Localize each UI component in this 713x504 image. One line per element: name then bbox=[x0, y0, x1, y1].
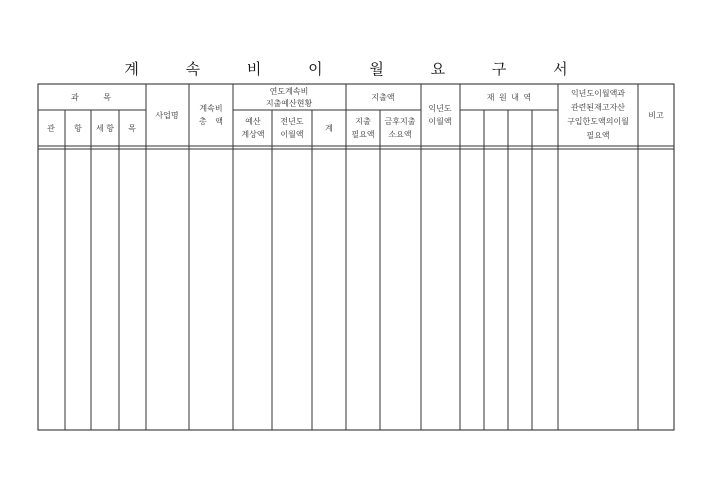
header-expense-future-line2: 소요액 bbox=[388, 130, 412, 139]
header-mok: 목 bbox=[128, 124, 136, 133]
header-expense-required-line1: 지출 bbox=[355, 117, 371, 126]
header-budget-group-line1: 연도계속비 bbox=[269, 87, 309, 96]
header-funding: 재 원 내 역 bbox=[486, 93, 532, 102]
header-total-line2: 총 액 bbox=[199, 117, 223, 126]
header-business-name: 사업명 bbox=[155, 111, 179, 120]
header-expense-required-line2: 필요액 bbox=[351, 130, 375, 139]
header-gwan: 관 bbox=[47, 124, 55, 133]
header-budget-plan-line2: 계상액 bbox=[241, 130, 265, 139]
header-prior-carry-line1: 전년도 bbox=[280, 117, 304, 126]
header-next-need-line1: 익년도이월액과 bbox=[570, 89, 626, 98]
header-next-need-line2: 관련된재고자산 bbox=[570, 103, 626, 112]
header-hang: 항 bbox=[74, 124, 82, 133]
header-sehang: 세 항 bbox=[96, 124, 114, 133]
header-remarks: 비고 bbox=[648, 111, 664, 120]
header-next-need-line3: 구입한도액의이월 bbox=[567, 117, 629, 126]
header-budget-group-line2: 지출예산현황 bbox=[265, 99, 313, 108]
page-title: 계 속 비 이 월 요 구 서 bbox=[124, 60, 589, 78]
header-expense-future-line1: 금후지출 bbox=[384, 117, 416, 126]
header-budget-plan-line1: 예산 bbox=[245, 117, 261, 126]
header-total-line1: 계속비 bbox=[199, 104, 223, 113]
header-gwamok: 과 목 bbox=[71, 93, 111, 102]
header-next-carry-line1: 익년도 bbox=[428, 104, 452, 113]
header-next-carry-line2: 이월액 bbox=[428, 117, 452, 126]
header-next-need-line4: 필요액 bbox=[586, 131, 610, 140]
header-expense-group: 지출액 bbox=[371, 93, 395, 102]
header-prior-carry-line2: 이월액 bbox=[280, 130, 304, 139]
header-sum: 계 bbox=[325, 124, 333, 133]
